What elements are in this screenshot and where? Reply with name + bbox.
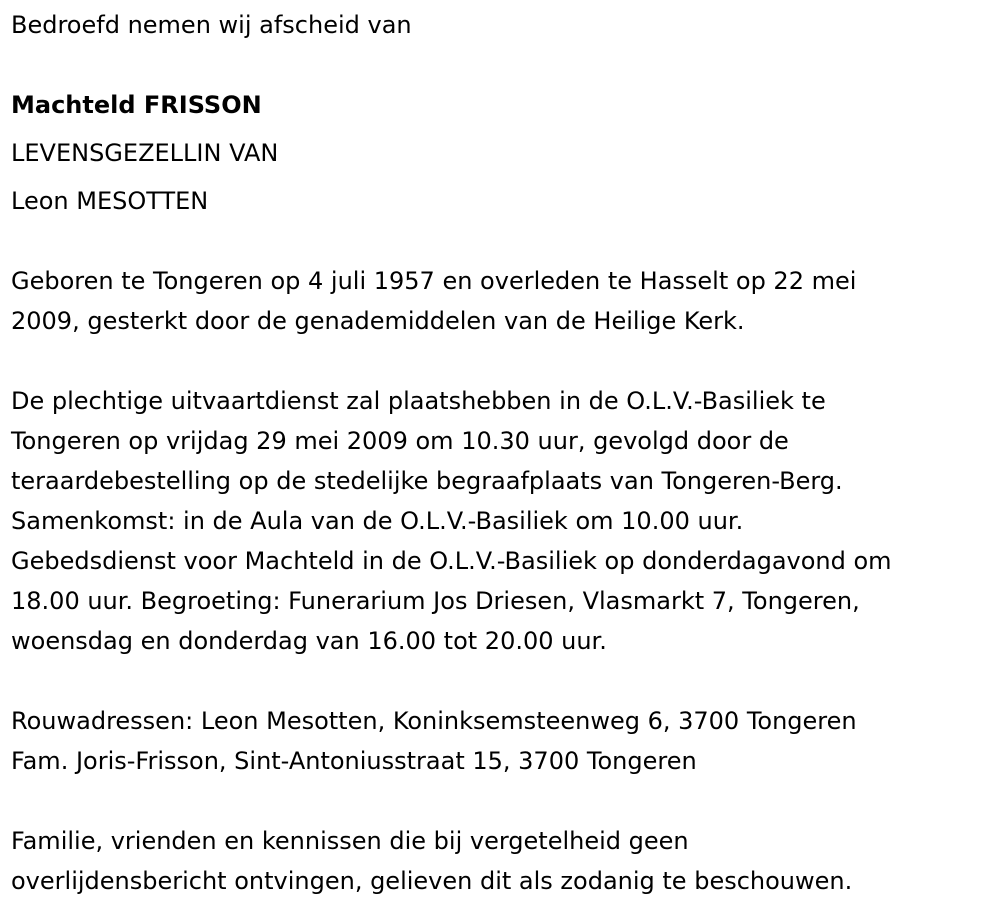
service-line-3: teraardebestelling op de stedelijke begraafplaats van Tongeren-Berg. [11,467,843,495]
service-line-5: Gebedsdienst voor Machteld in de O.L.V.-Basiliek op donderdagavond om [11,547,892,575]
intro-text: Bedroefd nemen wij afscheid van [11,11,412,39]
service-line-7: woensdag en donderdag van 16.00 tot 20.00 uur. [11,627,607,655]
address-line-2: Fam. Joris-Frisson, Sint-Antoniusstraat 15, 3700 Tongeren [11,747,697,775]
service-line-6: 18.00 uur. Begroeting: Funerarium Jos Driesen, Vlasmarkt 7, Tongeren, [11,587,860,615]
partner-name: Leon MESOTTEN [11,187,209,215]
closing-line-1: Familie, vrienden en kennissen die bij vergetelheid geen [11,827,689,855]
service-line-2: Tongeren op vrijdag 29 mei 2009 om 10.30 uur, gevolgd door de [11,427,789,455]
closing-line-2: overlijdensbericht ontvingen, gelieven dit als zodanig te beschouwen. [11,867,853,895]
address-line-1: Rouwadressen: Leon Mesotten, Koninksemsteenweg 6, 3700 Tongeren [11,707,857,735]
birth-death-line-1: Geboren te Tongeren op 4 juli 1957 en overleden te Hasselt op 22 mei [11,267,857,295]
birth-death-line-2: 2009, gesterkt door de genademiddelen van de Heilige Kerk. [11,307,745,335]
service-line-4: Samenkomst: in de Aula van de O.L.V.-Basiliek om 10.00 uur. [11,507,744,535]
deceased-name: Machteld FRISSON [11,91,262,119]
relation-text: LEVENSGEZELLIN VAN [11,139,279,167]
service-line-1: De plechtige uitvaartdienst zal plaatshebben in de O.L.V.-Basiliek te [11,387,826,415]
